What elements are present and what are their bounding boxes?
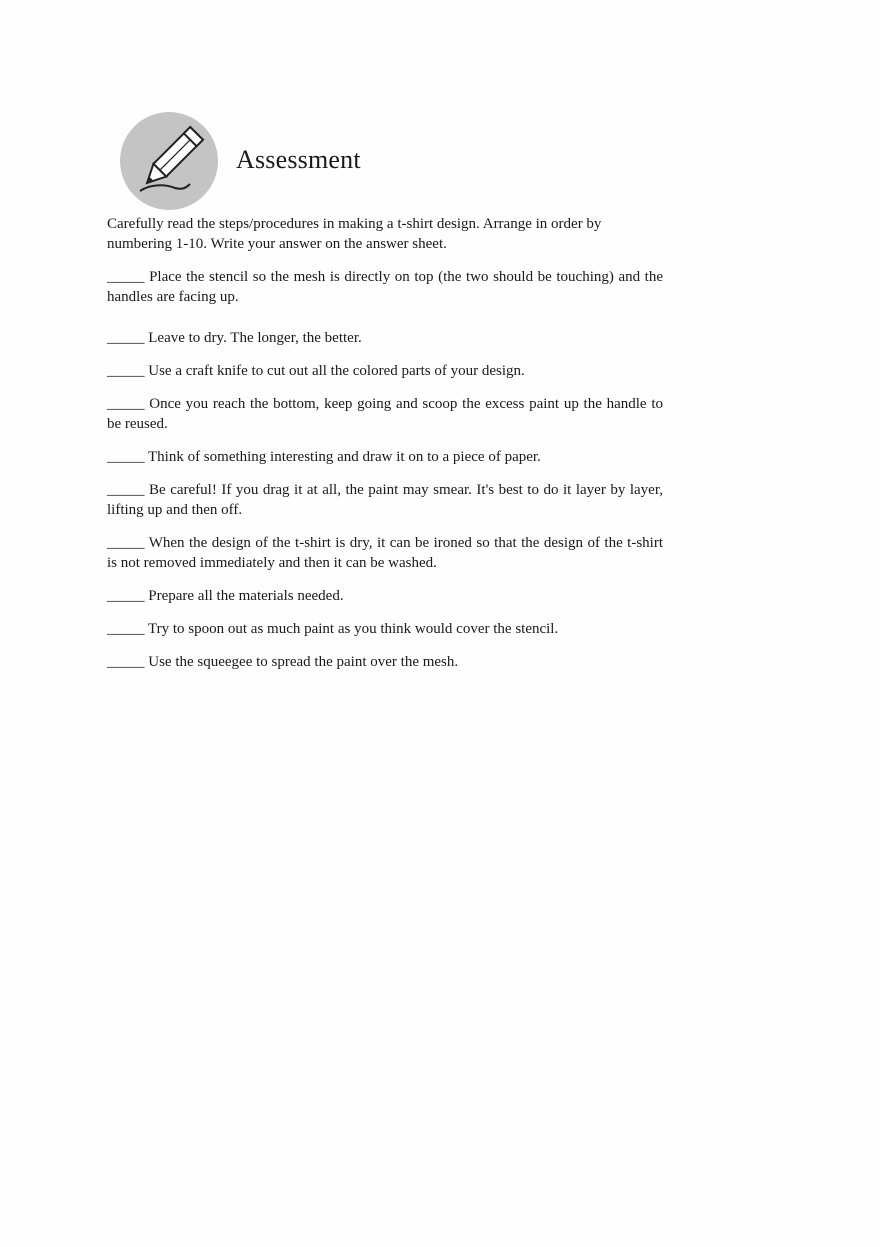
list-item — [107, 586, 663, 606]
answer-blank: _____ — [107, 535, 145, 551]
item-text: Leave to dry. The longer, the better. — [148, 330, 362, 346]
list-item — [107, 447, 663, 467]
answer-blank: _____ — [107, 449, 145, 465]
answer-blank: _____ — [107, 363, 145, 379]
item-text: Be careful! If you drag it at all, the paint may smear. It's best to do it layer by layer, lifting up and then off. — [107, 482, 663, 518]
item-text: Think of something interesting and draw it on to a piece of paper. — [147, 449, 541, 465]
page-title: Assessment — [236, 145, 361, 174]
list-item — [107, 652, 663, 672]
list-item — [107, 328, 663, 348]
item-text: Once you reach the bottom, keep going and scoop the excess paint up the handle to be reused. — [107, 396, 663, 432]
pencil-icon — [120, 112, 218, 210]
item-text: Prepare all the materials needed. — [148, 588, 344, 604]
list-item — [107, 361, 663, 381]
answer-blank: _____ — [107, 482, 145, 498]
assessment-header — [120, 112, 520, 210]
item-text: Use a craft knife to cut out all the colored parts of your design. — [148, 363, 525, 379]
answer-blank: _____ — [107, 621, 145, 637]
item-text: Use the squeegee to spread the paint over the mesh. — [148, 654, 459, 670]
item-text: Try to spoon out as much paint as you think would cover the stencil. — [147, 621, 559, 637]
list-item — [107, 533, 663, 573]
worksheet-content — [107, 214, 663, 685]
answer-blank: _____ — [107, 269, 145, 285]
instructions-text: Carefully read the steps/procedures in making a t-shirt design. Arrange in order by numbering 1-10. Write your answer on the answer sheet. — [107, 216, 602, 252]
answer-blank: _____ — [107, 330, 145, 346]
answer-blank: _____ — [107, 654, 145, 670]
list-item — [107, 480, 663, 520]
answer-blank: _____ — [107, 588, 145, 604]
list-item — [107, 394, 663, 434]
item-text: Place the stencil so the mesh is directly on top (the two should be touching) and the handles are facing up. — [107, 269, 663, 305]
list-item — [107, 267, 663, 307]
item-text: When the design of the t-shirt is dry, it can be ironed so that the design of the t-shirt is not removed immediately and then it can be washed. — [107, 535, 664, 571]
answer-blank: _____ — [107, 396, 145, 412]
list-item — [107, 619, 663, 639]
